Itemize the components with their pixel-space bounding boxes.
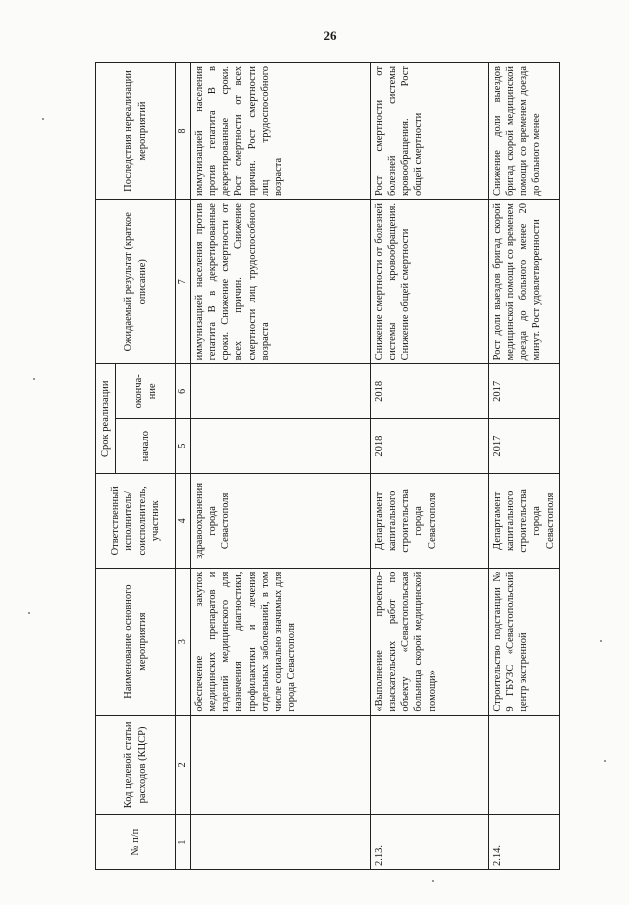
row-num: 2.13.	[371, 815, 489, 870]
col-number-6: 6	[176, 364, 191, 419]
row-name: обеспечение закупок медицинских препаратов и изделий медицинского для назначения диагностики, профилактики и лечения отдельных заболеваний, в том числе социально значимых для города Севастополя	[191, 568, 371, 715]
scan-speck	[604, 760, 606, 762]
row-end: 2017	[489, 364, 560, 419]
scan-speck	[432, 880, 434, 882]
col-number-4: 4	[176, 474, 191, 569]
row-start	[191, 419, 371, 474]
row-result: Рост доли выездов бригад скорой медицинской помощи со временем доезда до больного менее 20 минут. Рост удовлетворенности	[489, 200, 560, 364]
header-consequence: Последствия нереализации мероприятий	[96, 63, 176, 200]
col-number-2: 2	[176, 715, 191, 815]
row-consequence: иммунизацией населения против гепатита В в декретированные сроки. Рост смертности от всех причин. Рост смертности лиц трудоспособного возраста	[191, 63, 371, 200]
row-name: «Выполнение проектно-изыскательских работ по объекту «Севастопольская больница скорой медицинской помощи»	[371, 568, 489, 715]
row-code	[191, 715, 371, 815]
row-result: иммунизацией населения против гепатита В в декретированные сроки. Снижение смертности от всех причин. Снижение смертности лиц трудоспособного возраста	[191, 200, 371, 364]
row-code	[489, 715, 560, 815]
scan-speck	[42, 118, 44, 120]
col-number-1: 1	[176, 815, 191, 870]
scan-speck	[600, 640, 602, 642]
header-end: оконча-ние	[116, 364, 176, 419]
row-start: 2017	[489, 419, 560, 474]
table-row	[489, 63, 560, 870]
row-executor: здравоохранения города Севастополя	[191, 474, 371, 569]
header-result: Ожидаемый результат (краткое описание)	[96, 200, 176, 364]
header-period: Срок реализации	[96, 364, 116, 474]
row-consequence: Рост смертности от болезней системы кровообращения. Рост общей смертности	[371, 63, 489, 200]
row-executor: Департамент капитального строительства города Севастополя	[371, 474, 489, 569]
header-name: Наименование основного мероприятия	[96, 568, 176, 715]
header-code: Код целевой статьи расходов (КЦСР)	[96, 715, 176, 815]
table-stage	[95, 62, 556, 870]
header-executor: Ответственный исполнитель/ соисполнитель, участник	[96, 474, 176, 569]
row-result: Снижение смертности от болезней системы кровообращения. Снижение общей смертности	[371, 200, 489, 364]
row-num: 2.14.	[489, 815, 560, 870]
col-number-7: 7	[176, 200, 191, 364]
header-num: № п/п	[96, 815, 176, 870]
page-number: 26	[323, 28, 337, 43]
row-end: 2018	[371, 364, 489, 419]
row-num	[191, 815, 371, 870]
col-number-8: 8	[176, 63, 191, 200]
row-code	[371, 715, 489, 815]
table-row	[371, 63, 489, 870]
col-number-5: 5	[176, 419, 191, 474]
row-name: Строительство подстанции № 9 ГБУЗС «Севастопольский центр экстренной	[489, 568, 560, 715]
scan-speck	[33, 378, 35, 380]
row-consequence: Снижение доли выездов бригад скорой медицинской помощи со временем доезда до больного менее	[489, 63, 560, 200]
activities-table	[95, 62, 560, 870]
header-start: начало	[116, 419, 176, 474]
row-executor: Департамент капитального строительства города Севастополя	[489, 474, 560, 569]
col-number-3: 3	[176, 568, 191, 715]
scan-speck	[28, 612, 30, 614]
table-row	[191, 63, 371, 870]
row-end	[191, 364, 371, 419]
rotated-table-wrapper	[95, 62, 556, 870]
row-start: 2018	[371, 419, 489, 474]
